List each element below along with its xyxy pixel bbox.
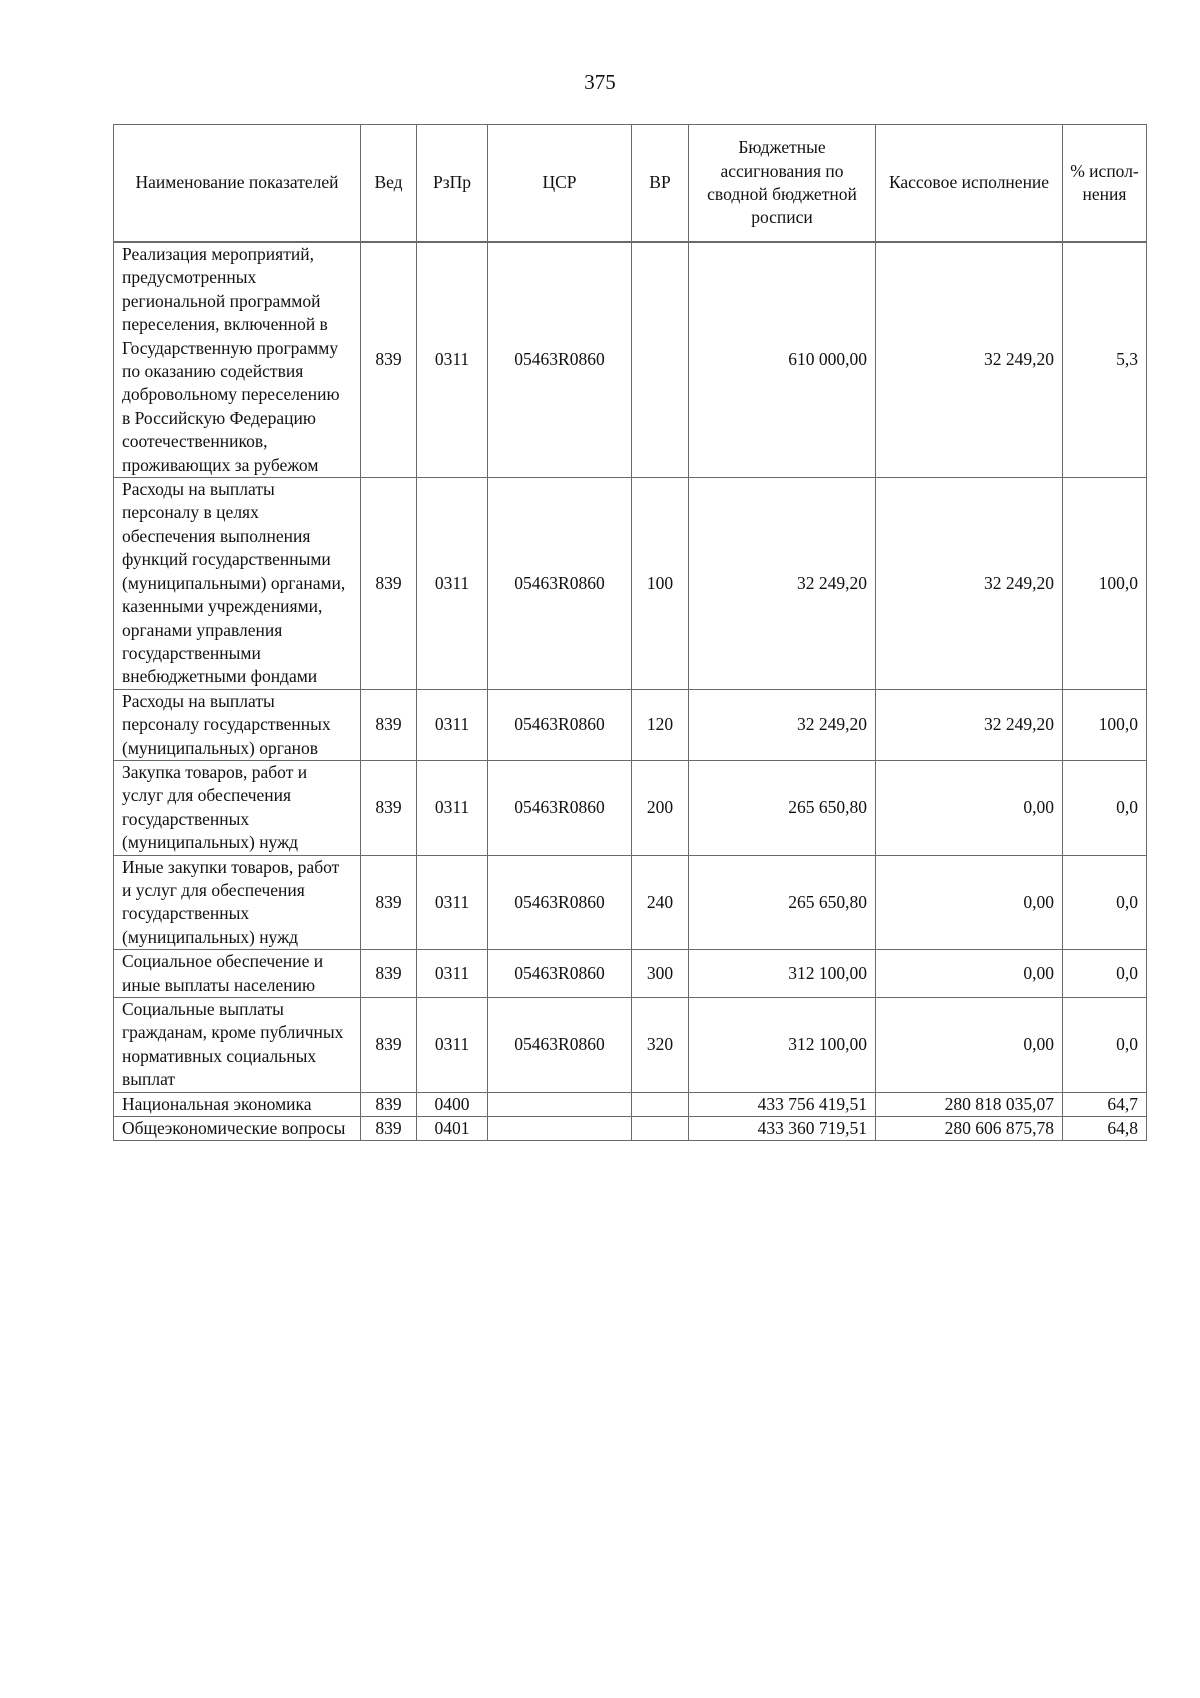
row-cash: 32 249,20 xyxy=(876,478,1063,690)
row-percent: 5,3 xyxy=(1063,242,1147,478)
table-row xyxy=(114,478,1147,690)
page-number: 375 xyxy=(584,70,616,94)
row-cash: 0,00 xyxy=(876,855,1063,950)
row-rzpr: 0311 xyxy=(417,950,488,998)
header-cash: Кассовое исполнение xyxy=(876,125,1063,243)
row-name: Общеэкономические вопросы xyxy=(114,1117,361,1141)
row-percent: 0,0 xyxy=(1063,760,1147,855)
row-rzpr: 0311 xyxy=(417,855,488,950)
row-rzpr: 0311 xyxy=(417,760,488,855)
row-csr xyxy=(488,1117,632,1141)
row-ved: 839 xyxy=(361,689,417,760)
row-percent: 100,0 xyxy=(1063,478,1147,690)
table-row xyxy=(114,1092,1147,1116)
row-budget: 265 650,80 xyxy=(689,855,876,950)
header-vr: ВР xyxy=(632,125,689,243)
row-vr: 100 xyxy=(632,478,689,690)
row-percent: 64,7 xyxy=(1063,1092,1147,1116)
header-csr: ЦСР xyxy=(488,125,632,243)
row-cash: 32 249,20 xyxy=(876,689,1063,760)
table-header xyxy=(114,125,1147,243)
header-ved: Вед xyxy=(361,125,417,243)
header-percent: % испол-нения xyxy=(1063,125,1147,243)
row-cash: 0,00 xyxy=(876,950,1063,998)
row-budget: 433 756 419,51 xyxy=(689,1092,876,1116)
row-budget: 433 360 719,51 xyxy=(689,1117,876,1141)
table-row xyxy=(114,689,1147,760)
row-rzpr: 0400 xyxy=(417,1092,488,1116)
table-row xyxy=(114,242,1147,478)
row-ved: 839 xyxy=(361,1092,417,1116)
header-rzpr: РзПр xyxy=(417,125,488,243)
row-csr: 05463R0860 xyxy=(488,950,632,998)
row-percent: 64,8 xyxy=(1063,1117,1147,1141)
row-vr: 300 xyxy=(632,950,689,998)
row-name: Расходы на выплаты персоналу в целях обеспечения выполнения функций государственными (муниципальными) органами, казенными учреждениями, органами управления государственными внебюджетными фондами xyxy=(114,478,361,690)
row-budget: 265 650,80 xyxy=(689,760,876,855)
header-budget: Бюджетные ассигнования по сводной бюджетной росписи xyxy=(689,125,876,243)
row-csr: 05463R0860 xyxy=(488,242,632,478)
row-csr: 05463R0860 xyxy=(488,689,632,760)
row-ved: 839 xyxy=(361,760,417,855)
row-csr xyxy=(488,1092,632,1116)
table-row xyxy=(114,760,1147,855)
table-body xyxy=(114,242,1147,1141)
row-ved: 839 xyxy=(361,1117,417,1141)
row-rzpr: 0311 xyxy=(417,242,488,478)
row-cash: 32 249,20 xyxy=(876,242,1063,478)
row-name: Национальная экономика xyxy=(114,1092,361,1116)
row-ved: 839 xyxy=(361,478,417,690)
row-percent: 100,0 xyxy=(1063,689,1147,760)
row-csr: 05463R0860 xyxy=(488,855,632,950)
row-ved: 839 xyxy=(361,950,417,998)
row-name: Закупка товаров, работ и услуг для обеспечения государственных (муниципальных) нужд xyxy=(114,760,361,855)
row-percent: 0,0 xyxy=(1063,855,1147,950)
header-name: Наименование показателей xyxy=(114,125,361,243)
row-rzpr: 0311 xyxy=(417,478,488,690)
table-row xyxy=(114,855,1147,950)
row-budget: 32 249,20 xyxy=(689,689,876,760)
row-percent: 0,0 xyxy=(1063,998,1147,1093)
budget-execution-table xyxy=(113,124,1147,1141)
row-ved: 839 xyxy=(361,998,417,1093)
row-cash: 280 606 875,78 xyxy=(876,1117,1063,1141)
row-name: Социальное обеспечение и иные выплаты населению xyxy=(114,950,361,998)
row-ved: 839 xyxy=(361,242,417,478)
row-name: Иные закупки товаров, работ и услуг для обеспечения государственных (муниципальных) нужд xyxy=(114,855,361,950)
row-name: Расходы на выплаты персоналу государственных (муниципальных) органов xyxy=(114,689,361,760)
row-budget: 312 100,00 xyxy=(689,998,876,1093)
row-vr: 120 xyxy=(632,689,689,760)
row-vr xyxy=(632,242,689,478)
row-csr: 05463R0860 xyxy=(488,478,632,690)
row-name: Реализация мероприятий, предусмотренных региональной программой переселения, включенной в Государственную программу по оказанию содействия добровольному переселению в Российскую Федерацию соотечественников, проживающих за рубежом xyxy=(114,242,361,478)
row-cash: 0,00 xyxy=(876,760,1063,855)
row-budget: 312 100,00 xyxy=(689,950,876,998)
row-vr xyxy=(632,1117,689,1141)
row-budget: 610 000,00 xyxy=(689,242,876,478)
row-budget: 32 249,20 xyxy=(689,478,876,690)
row-rzpr: 0401 xyxy=(417,1117,488,1141)
row-name: Социальные выплаты гражданам, кроме публичных нормативных социальных выплат xyxy=(114,998,361,1093)
table-row xyxy=(114,998,1147,1093)
row-vr: 320 xyxy=(632,998,689,1093)
row-csr: 05463R0860 xyxy=(488,760,632,855)
row-cash: 0,00 xyxy=(876,998,1063,1093)
row-ved: 839 xyxy=(361,855,417,950)
row-rzpr: 0311 xyxy=(417,689,488,760)
row-percent: 0,0 xyxy=(1063,950,1147,998)
row-vr xyxy=(632,1092,689,1116)
row-rzpr: 0311 xyxy=(417,998,488,1093)
table-row xyxy=(114,1117,1147,1141)
table-row xyxy=(114,950,1147,998)
row-vr: 200 xyxy=(632,760,689,855)
row-csr: 05463R0860 xyxy=(488,998,632,1093)
row-cash: 280 818 035,07 xyxy=(876,1092,1063,1116)
row-vr: 240 xyxy=(632,855,689,950)
header-row xyxy=(114,125,1147,243)
